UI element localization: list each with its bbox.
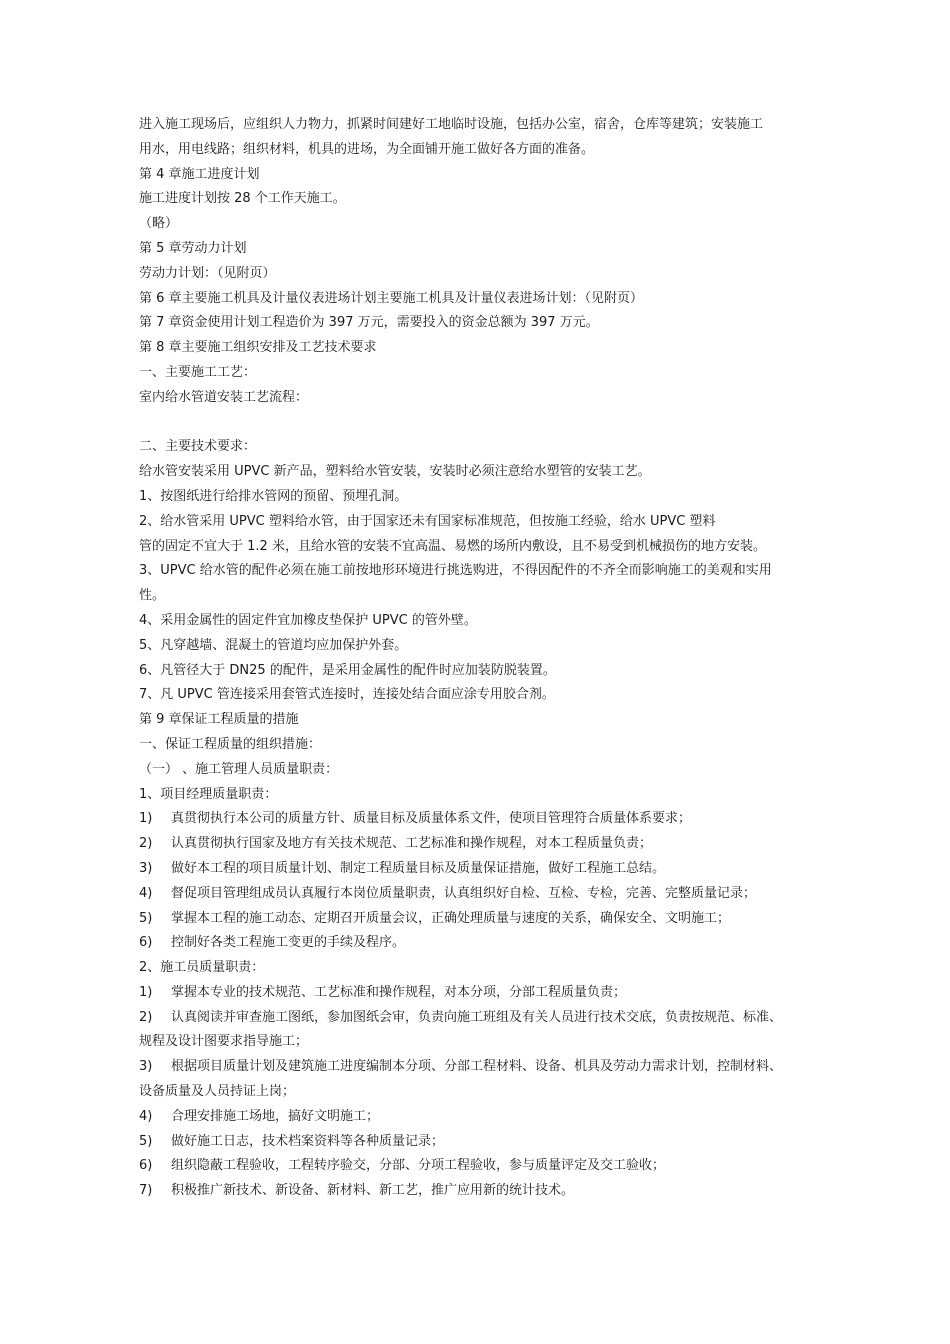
pm-duty-item (139, 907, 829, 932)
worker-duty-item (139, 1006, 829, 1031)
paragraph-line: 给水管安装采用 UPVC 新产品，塑料给水管安装，安装时必须注意给水塑管的安装工艺。 (139, 464, 651, 480)
blank-line (139, 411, 829, 436)
item-text: 掌握本工程的施工动态、定期召开质量会议，正确处理质量与速度的关系，确保安全、文明施工； (171, 910, 731, 926)
worker-duty-item (139, 1179, 829, 1204)
list-item: 2、给水管采用 UPVC 塑料给水管，由于国家还未有国家标准规范，但按施工经验，给水 UPVC 塑料 (139, 513, 716, 529)
paragraph-line: 室内给水管道安装工艺流程： (139, 389, 309, 405)
item-text: 掌握本专业的技术规范、工艺标准和操作规程，对本分项，分部工程质量负责； (171, 984, 627, 1000)
item-number: 3) (139, 1059, 153, 1075)
item-number: 1) (139, 811, 153, 827)
item-text: 积极推广新技术、新设备、新材料、新工艺，推广应用新的统计技术。 (171, 1183, 575, 1199)
item-continuation: 规程及设计图要求指导施工； (139, 1034, 309, 1050)
pm-duty-item (139, 882, 829, 907)
pm-duty-item (139, 832, 829, 857)
section-heading: 一、保证工程质量的组织措施： (139, 736, 322, 752)
item-text: 认真阅读并审查施工图纸，参加图纸会审，负责向施工班组及有关人员进行技术交底，负责按规范、标准、 (171, 1009, 783, 1025)
paragraph-line: 劳动力计划：（见附页） (139, 265, 276, 281)
pm-duty-item (139, 857, 829, 882)
subsection-heading: 1、项目经理质量职责： (139, 786, 278, 802)
item-text: 根据项目质量计划及建筑施工进度编制本分项、分部工程材料、设备、机具及劳动力需求计划，控制材料、 (171, 1059, 783, 1075)
item-text: 督促项目管理组成员认真履行本岗位质量职责，认真组织好自检、互检、专检，完善、完整质量记录； (171, 885, 757, 901)
worker-duty-item (139, 1105, 829, 1130)
list-item: 4、采用金属性的固定件宜加橡皮垫保护 UPVC 的管外壁。 (139, 612, 477, 628)
paragraph-line: 进入施工现场后，应组织人力物力，抓紧时间建好工地临时设施，包括办公室，宿舍，仓库等建筑；安装施工 (139, 117, 764, 132)
section-heading: 一、主要施工工艺： (139, 364, 257, 380)
pm-duty-item (139, 931, 829, 956)
item-number: 6) (139, 1158, 153, 1174)
pm-duty-item (139, 807, 829, 832)
item-text: 组织隐蔽工程验收，工程转序验交，分部、分项工程验收，参与质量评定及交工验收； (171, 1158, 666, 1174)
chapter-heading: 第 5 章劳动力计划 (139, 240, 247, 256)
item-number: 2) (139, 1009, 153, 1025)
item-number: 3) (139, 860, 153, 876)
item-number: 6) (139, 935, 153, 951)
item-number: 4) (139, 885, 153, 901)
item-number: 5) (139, 1133, 153, 1149)
paragraph-line: （略） (139, 216, 179, 232)
item-number: 1) (139, 984, 153, 1000)
item-text: 做好本工程的项目质量计划、制定工程质量目标及质量保证措施，做好工程施工总结。 (171, 860, 666, 876)
item-number: 5) (139, 910, 153, 926)
chapter-heading: 第 8 章主要施工组织安排及工艺技术要求 (139, 340, 377, 356)
item-number: 7) (139, 1183, 153, 1199)
item-continuation: 设备质量及人员持证上岗； (139, 1084, 296, 1100)
item-number: 2) (139, 836, 153, 852)
document-body (139, 113, 829, 1204)
list-item: 1、按图纸进行给排水管网的预留、预埋孔洞。 (139, 488, 408, 504)
subsection-heading: （一） 、施工管理人员质量职责： (139, 761, 339, 777)
item-text: 真贯彻执行本公司的质量方针、质量目标及质量体系文件，使项目管理符合质量体系要求； (171, 811, 692, 827)
chapter-heading: 第 7 章资金使用计划工程造价为 397 万元，需要投入的资金总额为 397 万元。 (139, 315, 599, 331)
chapter-heading: 第 4 章施工进度计划 (139, 166, 260, 182)
list-item: 6、凡管径大于 DN25 的配件，是采用金属性的配件时应加装防脱装置。 (139, 662, 556, 678)
item-text: 控制好各类工程施工变更的手续及程序。 (171, 935, 406, 951)
section-heading: 二、主要技术要求： (139, 439, 257, 455)
item-number: 4) (139, 1108, 153, 1124)
chapter-heading: 第 9 章保证工程质量的措施 (139, 712, 299, 728)
worker-duty-item (139, 1130, 829, 1155)
subsection-heading: 2、施工员质量职责： (139, 960, 265, 976)
paragraph-line: 用水，用电线路；组织材料，机具的进场，为全面铺开施工做好各方面的准备。 (139, 141, 595, 157)
list-item: 5、凡穿越墙、混凝土的管道均应加保护外套。 (139, 637, 408, 653)
worker-duty-item (139, 1055, 829, 1080)
paragraph-line: 性。 (139, 588, 166, 604)
list-item: 7、凡 UPVC 管连接采用套管式连接时，连接处结合面应涂专用胶合剂。 (139, 687, 555, 703)
paragraph-line: 管的固定不宜大于 1.2 米，且给水管的安装不宜高温、易燃的场所内敷设，且不易受到机械损伤的地方安装。 (139, 538, 766, 554)
list-item: 3、UPVC 给水管的配件必须在施工前按地形环境进行挑选购进，不得因配件的不齐全而影响施工的美观和实用 (139, 563, 772, 579)
item-text: 合理安排施工场地，搞好文明施工； (171, 1108, 380, 1124)
worker-duty-item (139, 981, 829, 1006)
item-text: 做好施工日志，技术档案资料等各种质量记录； (171, 1133, 445, 1149)
chapter-heading: 第 6 章主要施工机具及计量仪表进场计划主要施工机具及计量仪表进场计划：（见附页） (139, 290, 644, 306)
item-text: 认真贯彻执行国家及地方有关技术规范、工艺标准和操作规程，对本工程质量负责； (171, 836, 653, 852)
paragraph-line: 施工进度计划按 28 个工作天施工。 (139, 191, 346, 207)
worker-duty-item (139, 1154, 829, 1179)
